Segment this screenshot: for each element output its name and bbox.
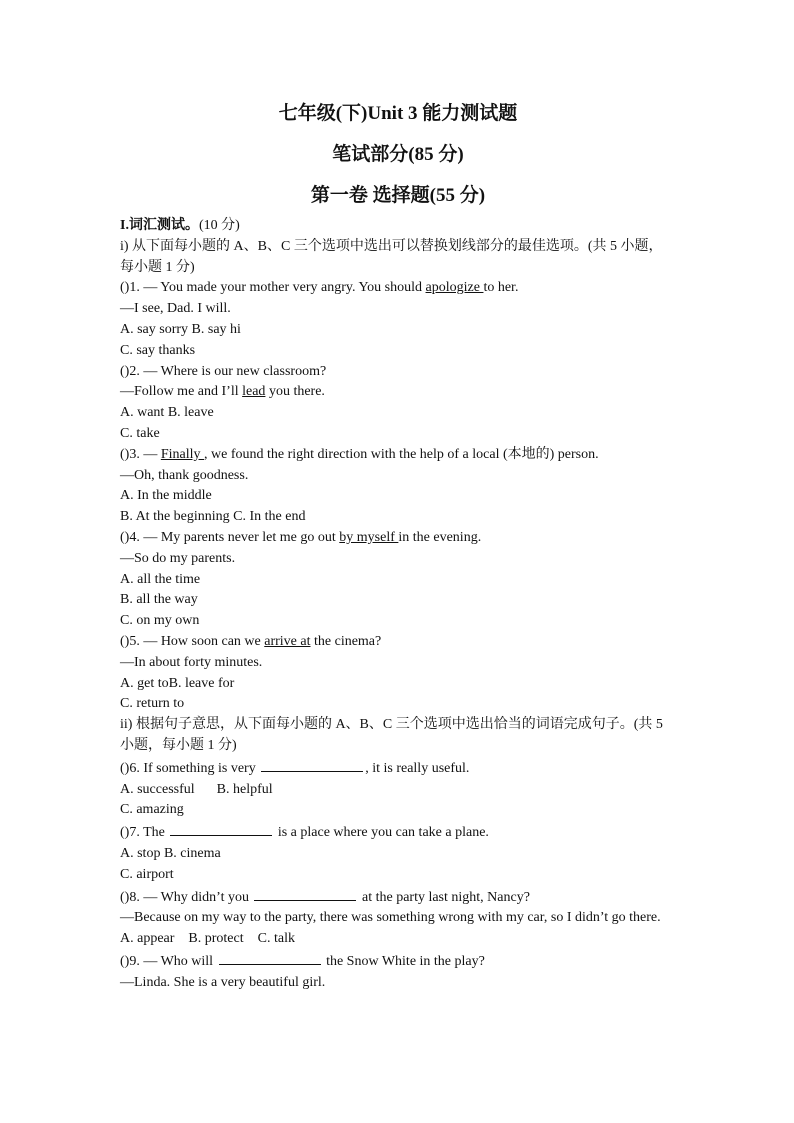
q2-reply-post: you there. [265,384,325,400]
answer-blank[interactable] [261,757,363,772]
question-9 [120,950,676,973]
q4-option-c: C. on my own [120,613,200,629]
sub-instruction-2: ii) 根据句子意思，从下面每小题的 A、B、C 三个选项中选出恰当的词语完成句子。(共 5 小题，每小题 1 分) [120,717,663,753]
part-title: 第一卷 选择题(55 分) [310,185,486,206]
q6-option-a: A. successful [120,781,195,797]
q1-option-c: C. say thanks [120,342,196,358]
q8-option-c: C. talk [257,931,295,947]
question-5 [120,632,676,653]
q3-reply: —Oh, thank goodness. [120,467,249,483]
section-heading-text: I.词汇测试。 [120,218,199,233]
q1-options-ab: A. say sorry B. say hi [120,321,241,337]
sub-instruction-1: i) 从下面每小题的 A、B、C 三个选项中选出可以替换划线部分的最佳选项。(共 5 小题，每小题 1 分) [120,238,663,275]
q6-options-ab [120,780,676,801]
q2-underlined: lead [242,384,266,400]
q5-underlined: arrive at [264,633,311,649]
q3-underlined: Finally [160,446,204,462]
q5-options-ab: A. get toB. leave for [120,675,235,691]
q5-post: the cinema? [310,633,382,649]
question-1 [120,278,676,299]
exam-title: 七年级(下)Unit 3 能力测试题 [278,103,518,124]
answer-blank[interactable] [254,886,356,901]
q1-underlined: apologize [425,280,484,296]
q3-options-bc: B. At the beginning C. In the end [120,509,306,525]
q4-option-a: A. all the time [120,571,201,587]
q1-pre: ()1. — You made your mother very angry. You should [120,280,426,296]
q5-reply: —In about forty minutes. [120,654,263,670]
question-8 [120,886,676,909]
q6-post: , it is really useful. [365,760,470,776]
q4-underlined: by myself [339,529,399,545]
q4-post: in the evening. [398,529,482,545]
q1-post: to her. [483,280,519,296]
q9-post: the Snow White in the play? [322,953,485,969]
q7-post: is a place where you can take a plane. [274,825,489,841]
q8-options [120,929,676,950]
q5-option-c: C. return to [120,696,185,712]
question-3 [120,445,676,466]
exam-subtitle: 笔试部分(85 分) [332,144,464,165]
q2-options-ab: A. want B. leave [120,405,214,421]
q3-option-a: A. In the middle [120,488,212,504]
q3-post: , we found the right direction with the help of a local (本地的) person. [204,446,599,462]
q4-option-b: B. all the way [120,592,198,608]
q3-pre: ()3. — [120,446,161,462]
q4-reply: —So do my parents. [120,550,236,566]
q6-pre: ()6. If something is very [120,760,260,776]
q6-option-c: C. amazing [120,802,184,818]
q9-reply: —Linda. She is a very beautiful girl. [120,974,326,990]
answer-blank[interactable] [219,950,321,965]
q5-pre: ()5. — How soon can we [120,633,265,649]
q4-pre: ()4. — My parents never let me go out [120,529,340,545]
answer-blank[interactable] [170,821,272,836]
question-7 [120,821,676,844]
q7-options-ab: A. stop B. cinema [120,845,221,861]
q8-pre: ()8. — Why didn’t you [120,889,253,905]
q1-reply: —I see, Dad. I will. [120,301,231,317]
q6-option-b: B. helpful [216,781,273,797]
question-6 [120,757,676,780]
question-4 [120,528,676,549]
q8-option-a: A. appear [120,931,175,947]
q8-post: at the party last night, Nancy? [358,889,530,905]
q8-reply: —Because on my way to the party, there was something wrong with my car, so I didn’t go there. [120,910,661,926]
section-points: (10 分) [198,218,240,233]
q8-option-b: B. protect [188,931,244,947]
q2-option-c: C. take [120,425,160,441]
section-heading [120,216,676,237]
q2-reply [120,382,676,403]
q2-reply-pre: —Follow me and I’ll [120,384,243,400]
q7-option-c: C. airport [120,866,174,882]
q7-pre: ()7. The [120,825,169,841]
q9-pre: ()9. — Who will [120,953,217,969]
question-2: ()2. — Where is our new classroom? [120,363,327,379]
exam-page [120,102,676,993]
